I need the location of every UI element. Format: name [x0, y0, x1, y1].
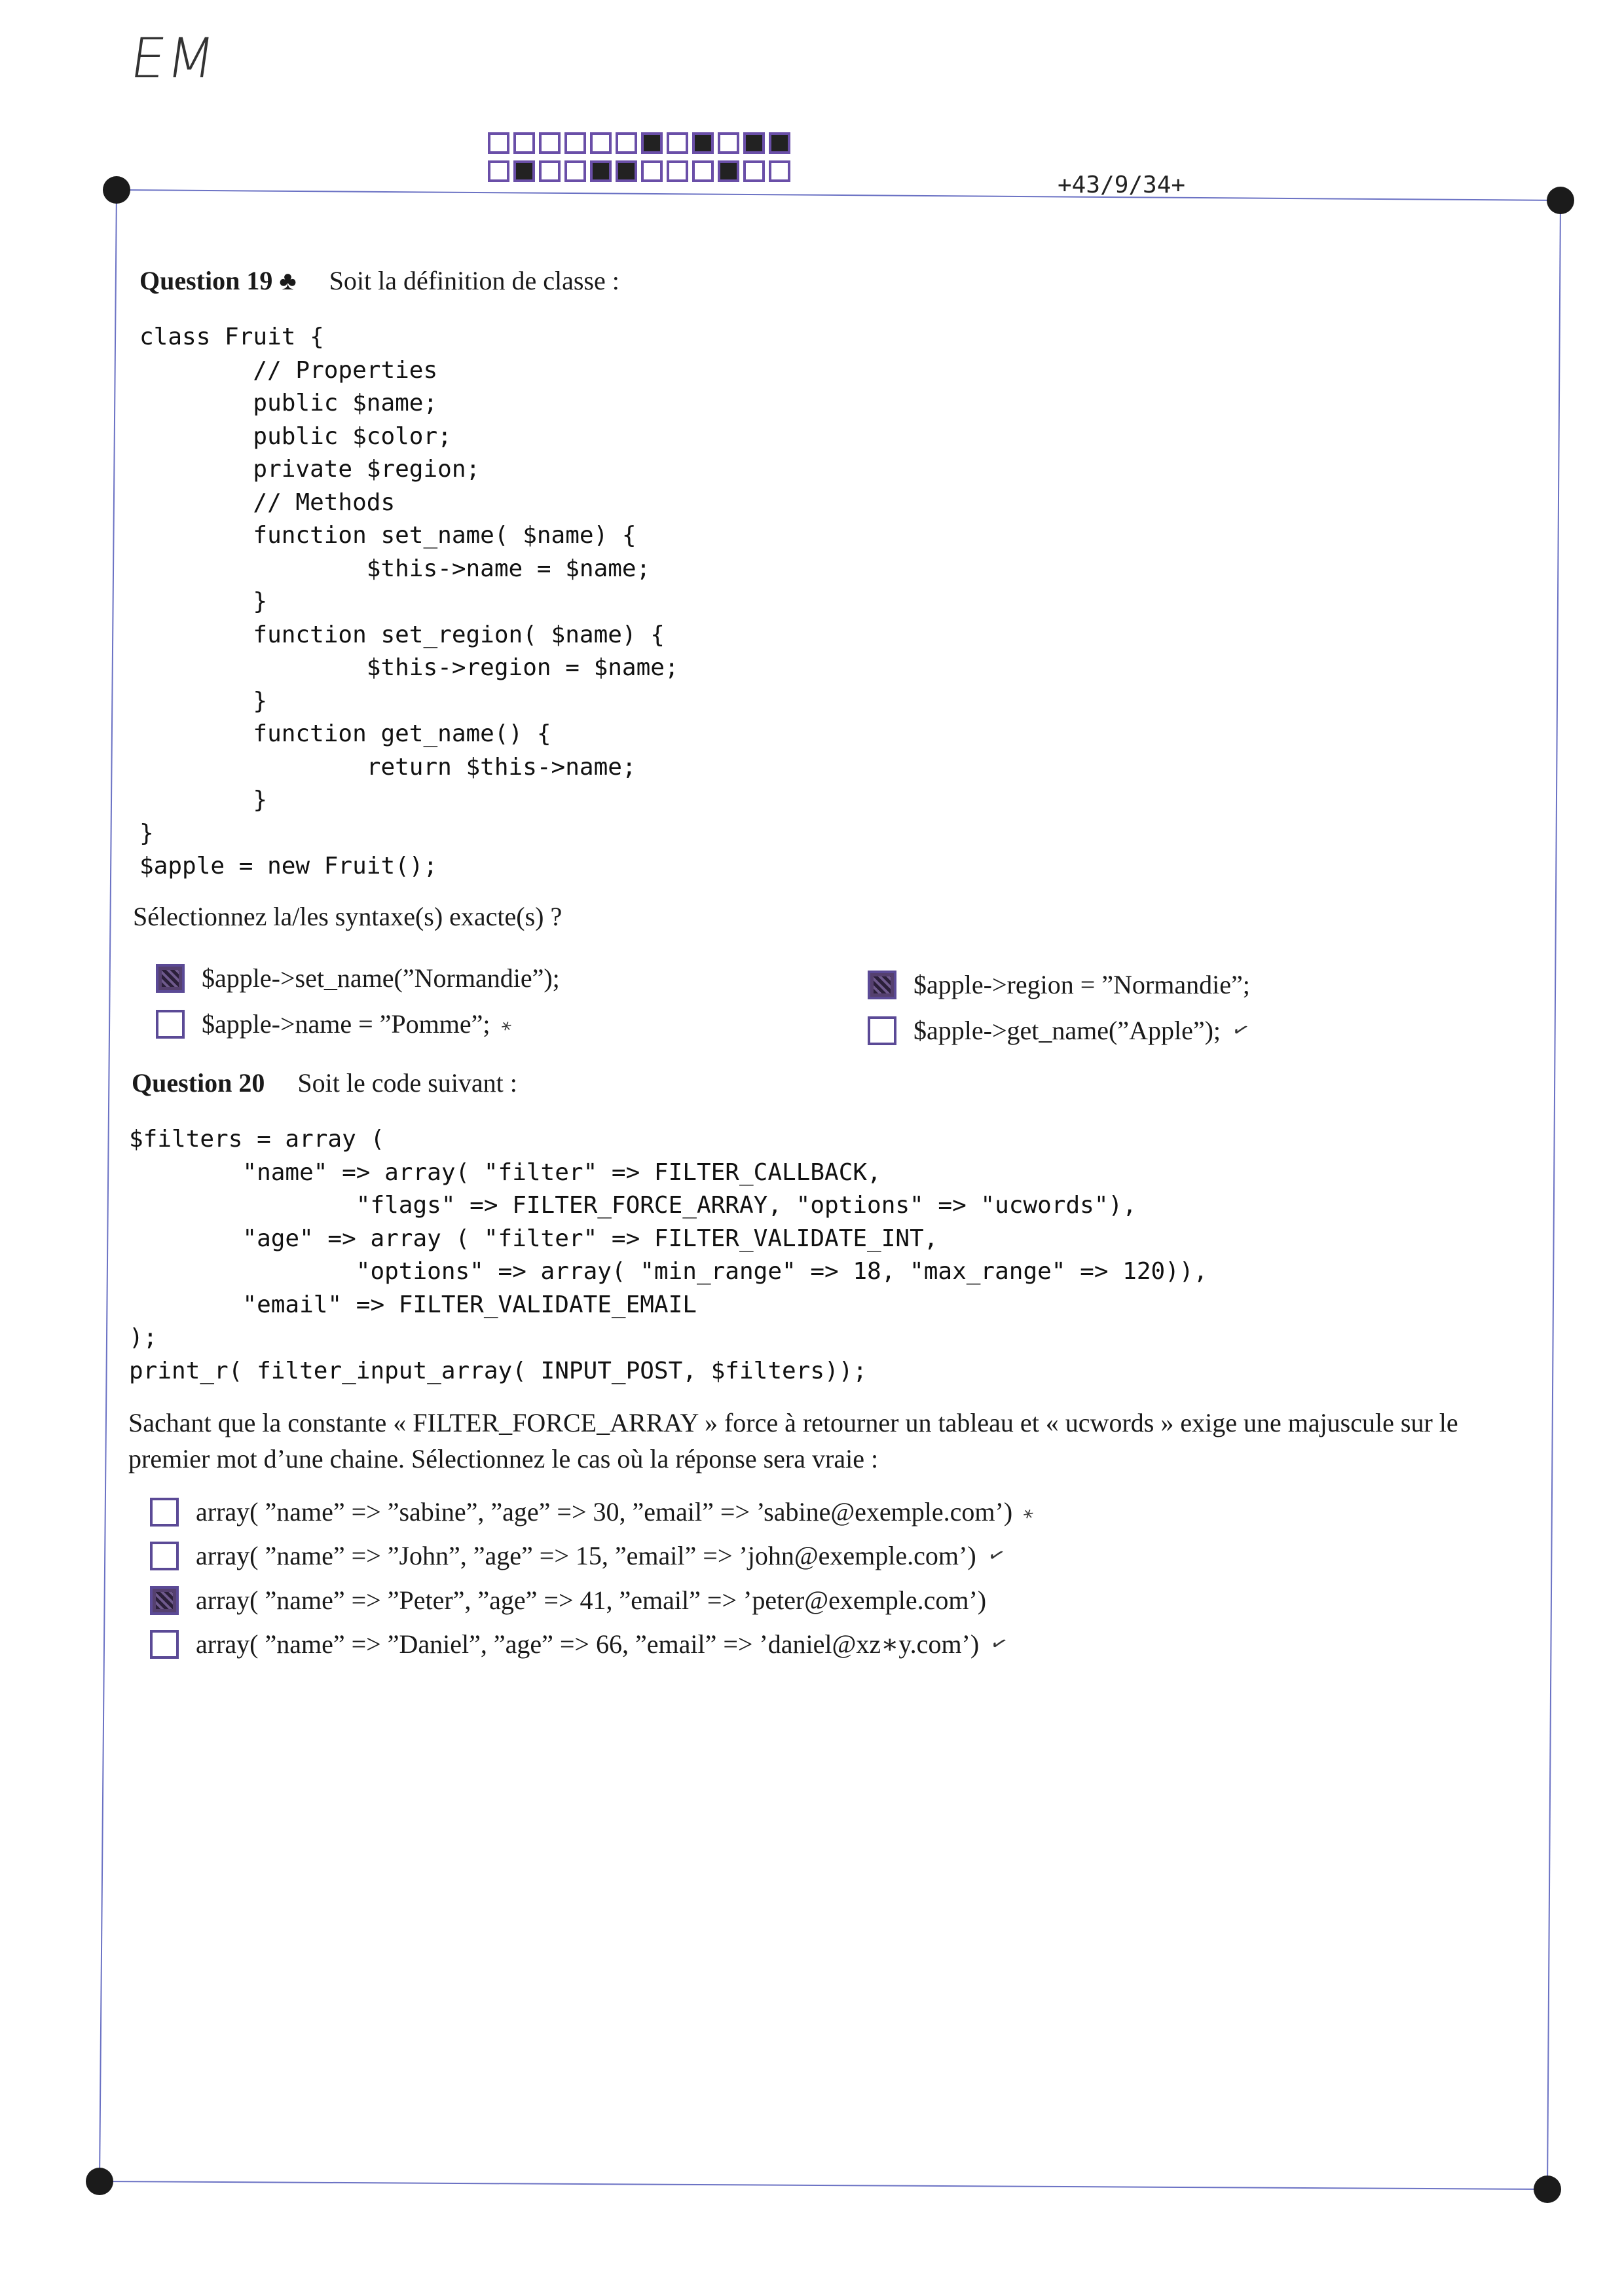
- option-text: array( ”name” => ”Peter”, ”age” => 41, ”email” => ’peter@exemple.com’): [196, 1585, 987, 1615]
- barcode-cell: [718, 160, 739, 182]
- question-19-code: class Fruit { // Properties public $name; public $color; private $region; // Methods function set_name( $name) { $this->name = $name; } function set_region( $name) { $this->region = $name; } function get_name() { return $this->name; } } $apple = new Fruit();: [139, 324, 679, 880]
- barcode-cell: [564, 160, 586, 182]
- q19-option-2[interactable]: [156, 1009, 516, 1039]
- barcode-row: [488, 160, 790, 182]
- barcode-cell: [564, 132, 586, 154]
- pen-mark-icon: ✓: [984, 1542, 1008, 1570]
- checkbox[interactable]: [150, 1498, 179, 1527]
- pen-mark-icon: ⁎: [498, 1011, 516, 1037]
- club-icon: ♣: [279, 266, 297, 295]
- barcode-cell: [616, 160, 637, 182]
- option-text: array( ”name” => ”John”, ”age” => 15, ”email” => ’john@exemple.com’): [196, 1541, 976, 1570]
- pen-mark-icon: ⁎: [1020, 1499, 1038, 1525]
- barcode-cell: [743, 132, 765, 154]
- barcode-cell: [641, 132, 663, 154]
- barcode-cell: [718, 132, 739, 154]
- barcode-cell: [488, 132, 509, 154]
- barcode-cell: [667, 160, 688, 182]
- option-text: $apple->name = ”Pomme”;: [202, 1009, 490, 1039]
- page-id: +43/9/34+: [1058, 172, 1186, 198]
- barcode-cell: [513, 132, 535, 154]
- question-20-prompt: Sachant que la constante « FILTER_FORCE_ARRAY » force à retourner un tableau et « ucwords » exige une majuscule sur le premier mot d’une chaine. Sélectionnez le cas où la réponse sera vraie :: [128, 1408, 1458, 1473]
- q19-option-4[interactable]: [868, 1015, 1253, 1046]
- corner-marker-top-left: [103, 176, 130, 204]
- question-20-code: $filters = array ( "name" => array( "filter" => FILTER_CALLBACK, "flags" => FILTER_FORCE_ARRAY, "options" => "ucwords"), "age" => array ( "filter" => FILTER_VALIDATE_INT, "options" => array( "min_range" => 18, "max_range" => 120)), "email" => FILTER_VALIDATE_EMAIL ); print_r( filter_input_array( INPUT_POST, $filters));: [129, 1126, 1208, 1384]
- q20-option-1[interactable]: [150, 1496, 1038, 1527]
- barcode-cell: [590, 160, 612, 182]
- corner-marker-bottom-right: [1534, 2176, 1561, 2203]
- q19-option-3[interactable]: [868, 969, 1250, 1000]
- barcode-cell: [616, 132, 637, 154]
- option-text: $apple->region = ”Normandie”;: [913, 970, 1250, 999]
- checkbox[interactable]: [868, 1016, 896, 1045]
- question-19-label: Question 19: [139, 266, 273, 295]
- barcode-cell: [769, 132, 790, 154]
- barcode-cell: [743, 160, 765, 182]
- question-19-header: [139, 265, 619, 296]
- barcode-row: [488, 132, 790, 154]
- question-19-prompt: Sélectionnez la/les syntaxe(s) exacte(s) ?: [133, 902, 563, 931]
- page-barcode: [488, 132, 790, 182]
- q20-option-4[interactable]: [150, 1629, 1011, 1659]
- barcode-cell: [769, 160, 790, 182]
- corner-marker-top-right: [1547, 187, 1574, 214]
- barcode-cell: [692, 132, 714, 154]
- option-text: $apple->get_name(”Apple”);: [913, 1016, 1221, 1045]
- checkbox[interactable]: [150, 1542, 179, 1570]
- option-text: array( ”name” => ”Daniel”, ”age” => 66, ”email” => ’daniel@xz∗y.com’): [196, 1629, 980, 1659]
- barcode-cell: [513, 160, 535, 182]
- barcode-cell: [539, 132, 561, 154]
- barcode-cell: [539, 160, 561, 182]
- option-text: array( ”name” => ”sabine”, ”age” => 30, ”email” => ’sabine@exemple.com’): [196, 1497, 1013, 1527]
- pen-mark-icon: ✓: [1228, 1016, 1253, 1045]
- barcode-cell: [692, 160, 714, 182]
- q20-option-3[interactable]: [150, 1585, 986, 1616]
- q20-option-2[interactable]: [150, 1540, 1008, 1571]
- question-19-intro: Soit la définition de classe :: [329, 266, 619, 295]
- option-text: $apple->set_name(”Normandie”);: [202, 963, 560, 993]
- checkbox[interactable]: [156, 1010, 185, 1039]
- question-20-header: [132, 1067, 517, 1098]
- checkbox[interactable]: [156, 964, 185, 993]
- checkbox[interactable]: [868, 971, 896, 999]
- corner-marker-bottom-left: [86, 2168, 113, 2195]
- question-20-intro: Soit le code suivant :: [297, 1068, 517, 1098]
- handwritten-initials: EM: [126, 26, 221, 90]
- pen-mark-icon: ✓: [987, 1630, 1011, 1658]
- checkbox[interactable]: [150, 1586, 179, 1615]
- checkbox[interactable]: [150, 1630, 179, 1659]
- barcode-cell: [641, 160, 663, 182]
- question-20-label: Question 20: [132, 1068, 265, 1098]
- barcode-cell: [488, 160, 509, 182]
- q19-option-1[interactable]: [156, 963, 560, 993]
- barcode-cell: [590, 132, 612, 154]
- barcode-cell: [667, 132, 688, 154]
